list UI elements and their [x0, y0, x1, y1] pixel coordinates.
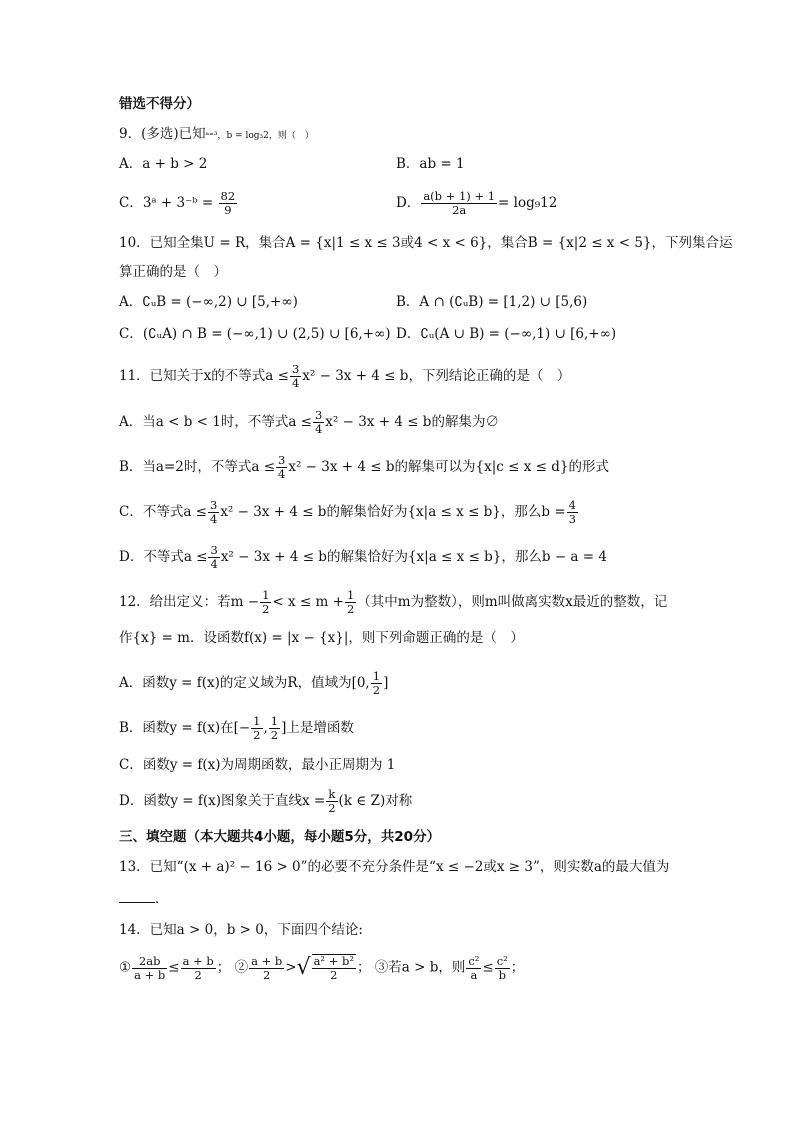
- q12-b-fraction-2: [269, 715, 280, 742]
- q12-line2: 作{x} = m．设函数f(x) = |x − {x}|，则下列命题正确的是（ ）: [119, 630, 524, 646]
- q11-option-b: [119, 454, 609, 481]
- q11-option-c: [119, 499, 579, 526]
- half-num: 1: [262, 588, 270, 602]
- q12-option-d: [119, 788, 412, 815]
- q11-ineq-rest: x² − 3x + 4 ≤ b: [302, 368, 409, 384]
- q14-c2-label: ②: [234, 959, 249, 976]
- frac-den: 4: [209, 512, 218, 526]
- num: a + b: [182, 953, 214, 968]
- half-den: 2: [262, 602, 270, 616]
- q9-d-fraction: [421, 190, 497, 217]
- den: a + b: [134, 967, 166, 982]
- q11-b-prefix: B．当a=2时，不等式a ≤: [119, 459, 276, 475]
- q14-conclusions: [119, 954, 524, 982]
- den: 2: [262, 967, 271, 982]
- q12-line1-suffix: （其中m为整数），则m叫做离实数x最近的整数，记: [357, 594, 668, 610]
- q12-d-den: 2: [328, 801, 336, 815]
- q12-half-fraction-2: [345, 589, 356, 616]
- q12-d-suffix: (k ∈ Z)对称: [338, 793, 413, 809]
- q11-stem-suffix: ，下列结论正确的是（ ）: [408, 368, 571, 384]
- section-3-heading: 三、填空题（本大题共4小题，每小题5分，共20分）: [119, 829, 441, 845]
- q9-d-num: a(b + 1) + 1: [423, 189, 496, 203]
- q11-d-suffix: 的解集恰好为{x|a ≤ x ≤ b}，那么b − a = 4: [326, 549, 607, 565]
- q11-option-d: [119, 544, 607, 571]
- num: 2ab: [132, 955, 167, 969]
- q14-c1-right: [181, 955, 216, 982]
- q12-option-a: [119, 670, 388, 697]
- num: c²: [468, 953, 480, 968]
- q12-b-fraction-1: [251, 715, 262, 742]
- q11-c-fraction: [208, 499, 219, 526]
- q11-c-ans-num: 4: [568, 498, 576, 512]
- frac-num: 3: [291, 362, 300, 376]
- den: a: [470, 967, 478, 982]
- q10-option-d: D．∁ᵤ(A ∪ B) = (−∞,1) ∪ [6,+∞): [396, 326, 617, 342]
- den: b: [498, 967, 506, 982]
- q11-b-ineq: x² − 3x + 4 ≤ b: [288, 459, 395, 475]
- q14-c1-left: [132, 955, 167, 982]
- q11-c-answer-fraction: [567, 499, 578, 526]
- q13-answer-line: [119, 888, 169, 909]
- question-9-stem: [119, 124, 314, 146]
- op: ≤: [168, 959, 180, 976]
- q12-option-c: C．函数y = f(x)为周期函数，最小正周期为 1: [119, 757, 396, 773]
- sep: ；: [510, 959, 525, 976]
- frac-num: 3: [314, 408, 323, 422]
- q11-d-fraction: [208, 544, 219, 571]
- q11-stem-fraction: [290, 363, 301, 390]
- q12-a-suffix: ]: [383, 675, 389, 691]
- q9-option-a: A．a + b > 2: [119, 156, 208, 172]
- q12-d-num: k: [326, 788, 337, 802]
- q12-option-b: [119, 715, 354, 742]
- q13-blank[interactable]: [119, 888, 155, 903]
- q10-line2: 算正确的是（ ）: [119, 264, 227, 280]
- q14-c3-left: [466, 955, 481, 982]
- frac-den: 4: [291, 376, 300, 390]
- q14-c3-prefix: ③若a > b，则: [374, 959, 466, 976]
- q9-stem-text: 9．(多选)已知: [119, 126, 206, 142]
- q13-text: 13．已知“(x + a)² − 16 > 0”的必要不充分条件是“x ≤ −2或x ≥ 3”，则实数a的最大值为: [119, 859, 670, 875]
- q11-c-suffix: 的解集恰好为{x|a ≤ x ≤ b}，那么b =: [326, 504, 566, 520]
- q14-stem: 14．已知a > 0，b > 0，下面四个结论:: [119, 922, 363, 938]
- q11-a-fraction: [313, 409, 324, 436]
- half-den: 2: [372, 683, 381, 697]
- q11-a-ineq: x² − 3x + 4 ≤ b: [325, 414, 432, 430]
- half-den: 2: [346, 602, 355, 616]
- num: a² + b²: [313, 954, 354, 968]
- q12-b-mid: ,: [263, 720, 268, 736]
- q11-stem-prefix: 11．已知关于x的不等式a ≤: [119, 368, 289, 384]
- frac-den: 4: [278, 467, 286, 481]
- q12-b-prefix: B．函数y = f(x)在[−: [119, 720, 251, 736]
- q9-given: ᵃ⁼³，b = log₃2，则（ ）: [205, 131, 314, 141]
- half-num: 1: [270, 714, 279, 728]
- q11-c-ans-den: 3: [568, 512, 576, 526]
- q9-c-fraction: [219, 190, 238, 217]
- section-tail: 错选不得分）: [119, 96, 200, 112]
- q9-option-d: [396, 190, 557, 217]
- q13-end: ．: [155, 891, 169, 907]
- q12-half-fraction: [260, 589, 271, 616]
- frac-den: 4: [314, 422, 323, 436]
- num: c²: [496, 953, 508, 968]
- q10-option-c: C．(∁ᵤA) ∩ B = (−∞,1) ∪ (2,5) ∪ [6,+∞): [119, 326, 391, 342]
- half-den: 2: [270, 728, 279, 742]
- q11-b-suffix: 的解集可以为{x|c ≤ x ≤ d}的形式: [394, 459, 609, 475]
- q9-c-prefix: C．3ᵃ + 3⁻ᵇ =: [119, 195, 214, 211]
- frac-num: 3: [209, 498, 218, 512]
- q11-b-fraction: [276, 454, 287, 481]
- q11-option-a: [119, 409, 499, 436]
- q14-c1-label: ①: [119, 959, 132, 976]
- q9-d-prefix: D．: [396, 195, 421, 211]
- q10-option-b: B．A ∩ (∁ᵤB) = [1,2) ∪ [5,6): [396, 294, 588, 310]
- q14-c3-right: [495, 955, 510, 982]
- q14-c2-sqrt-fraction: [312, 954, 356, 982]
- q12-a-prefix: A．函数y = f(x)的定义域为R，值域为[0,: [119, 675, 370, 691]
- frac-num: 3: [210, 543, 218, 557]
- q9-d-den: 2a: [452, 203, 467, 217]
- q12-d-fraction: [326, 788, 337, 815]
- sep: ；: [216, 959, 231, 976]
- q12-a-fraction: [371, 670, 382, 697]
- sqrt-icon: √: [296, 955, 311, 980]
- q11-d-ineq: x² − 3x + 4 ≤ b: [220, 549, 327, 565]
- q10-line1: 10．已知全集U = R，集合A = {x|1 ≤ x ≤ 3或4 < x < 6}，集合B = {x|2 ≤ x < 5}，下列集合运: [119, 235, 733, 251]
- num: a + b: [251, 953, 283, 968]
- half-den: 2: [253, 728, 261, 742]
- den: 2: [194, 967, 202, 982]
- op: ≤: [482, 959, 494, 976]
- q9-option-b: B．ab = 1: [396, 156, 465, 172]
- q9-d-suffix: = log₉12: [498, 195, 558, 211]
- q12-d-prefix: D．函数y = f(x)图象关于直线x =: [119, 793, 326, 809]
- q11-d-prefix: D．不等式a ≤: [119, 549, 208, 565]
- den: 2: [330, 968, 338, 982]
- q12-line1-mid: < x ≤ m +: [272, 594, 344, 610]
- q11-c-prefix: C．不等式a ≤: [119, 504, 207, 520]
- q11-a-suffix: 的解集为∅: [431, 414, 499, 430]
- frac-den: 4: [210, 557, 218, 571]
- half-num: 1: [372, 669, 381, 683]
- half-num: 1: [253, 714, 261, 728]
- op: >: [285, 959, 297, 976]
- q10-option-a: A．∁ᵤB = (−∞,2) ∪ [5,+∞): [119, 294, 298, 310]
- q11-c-ineq: x² − 3x + 4 ≤ b: [220, 504, 327, 520]
- q9-c-num: 82: [220, 189, 236, 203]
- q9-c-den: 9: [224, 203, 232, 217]
- q11-stem: [119, 363, 570, 390]
- q14-c2-left: [249, 955, 284, 982]
- q12-line1: [119, 589, 667, 616]
- frac-num: 3: [278, 453, 286, 467]
- q9-option-c: [119, 190, 238, 217]
- half-num: 1: [346, 588, 355, 602]
- q12-line1-prefix: 12．给出定义：若m −: [119, 594, 260, 610]
- q12-b-suffix: ]上是增函数: [281, 720, 354, 736]
- sep: ；: [356, 959, 371, 976]
- q11-a-prefix: A．当a < b < 1时，不等式a ≤: [119, 414, 312, 430]
